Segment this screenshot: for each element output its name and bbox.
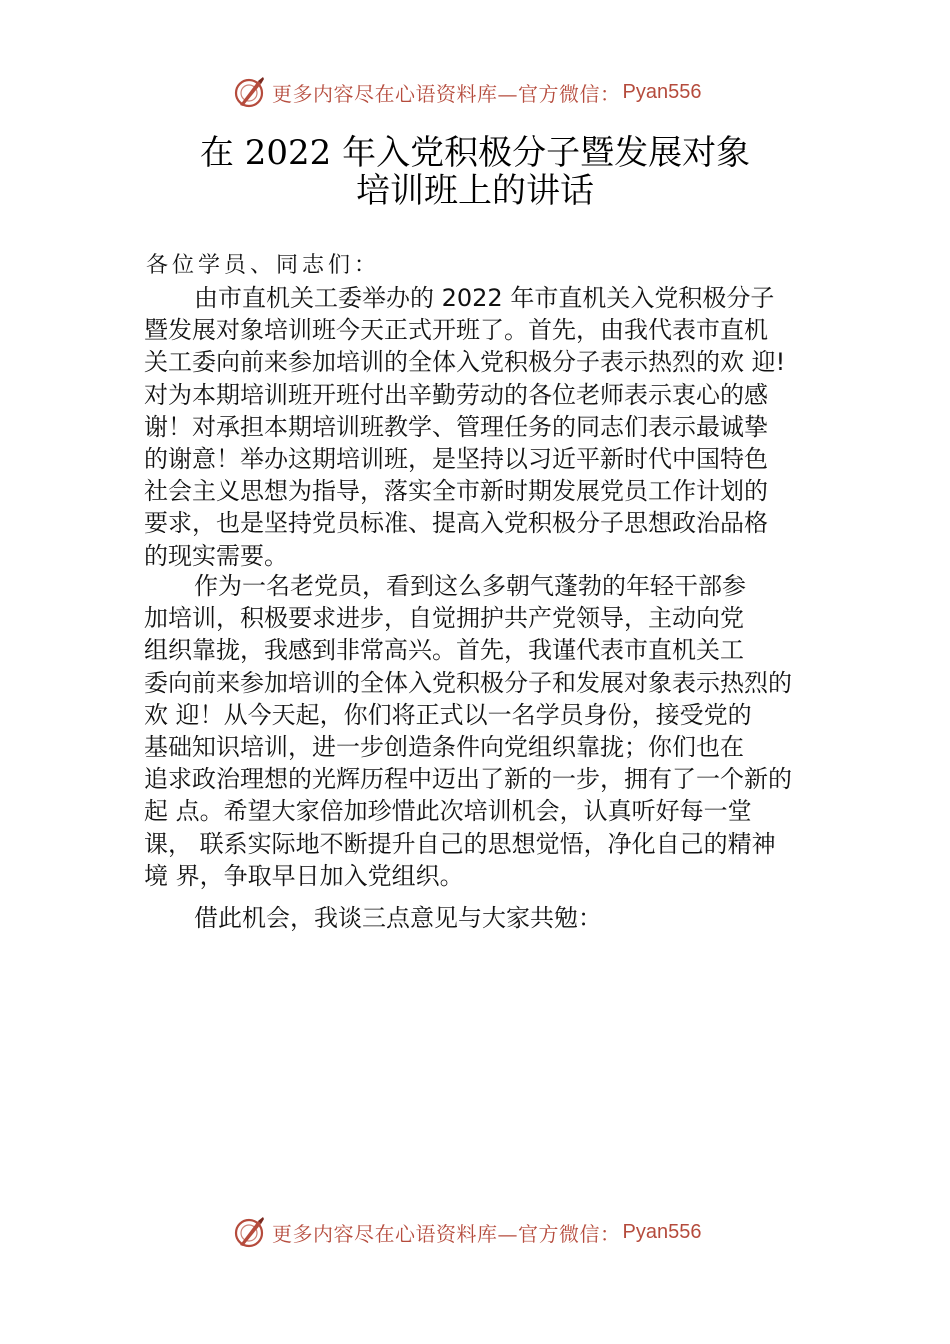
paragraph-line: 起 点。希望大家倍加珍惜此次培训机会，认真听好每一堂 [144, 797, 752, 826]
banner-text: 更多内容尽在心语资料库—官方微信： [272, 1221, 621, 1246]
paragraph-line: 组织靠拢，我感到非常高兴。首先，我谨代表市直机关工 [144, 636, 744, 665]
banner-wechat-id: Pyan556 [622, 80, 702, 103]
paragraph-line: 要求，也是坚持党员标准、提高入党积极分子思想政治品格 [144, 509, 768, 538]
banner-wechat-id: Pyan556 [622, 1220, 702, 1243]
paragraph-line: 课， 联系实际地不断提升自己的思想觉悟，净化自己的精神 [144, 829, 776, 858]
document-title [0, 134, 950, 210]
title-line-1: 在 2022 年入党积极分子暨发展对象 [199, 133, 751, 173]
paragraph-line: 委向前来参加培训的全体入党积极分子和发展对象表示热烈的 [144, 668, 792, 697]
pen-logo-icon [232, 1215, 266, 1249]
paragraph-line: 加培训，积极要求进步，自觉拥护共产党领导，主动向党 [144, 604, 744, 633]
paragraph-line: 关工委向前来参加培训的全体入党积极分子表示热烈的欢 迎! [144, 348, 786, 377]
paragraph-3 [144, 902, 812, 934]
paragraph-line: 作为一名老党员，看到这么多朝气蓬勃的年轻干部参 [194, 572, 746, 600]
header-banner [232, 74, 752, 110]
paragraph-line: 的谢意！举办这期培训班，是坚持以习近平新时代中国特色 [144, 444, 768, 473]
footer-banner [232, 1214, 752, 1250]
paragraph-line: 暨发展对象培训班今天正式开班了。首先，由我代表市直机 [144, 316, 768, 345]
paragraph-line: 基础知识培训，进一步创造条件向党组织靠拢；你们也在 [144, 732, 744, 761]
paragraph-line: 的现实需要。 [144, 541, 288, 570]
paragraph-2 [144, 570, 812, 892]
paragraph-line: 由市直机关工委举办的 2022 年市直机关入党积极分子 [194, 284, 775, 312]
paragraph-line: 社会主义思想为指导，落实全市新时期发展党员工作计划的 [144, 477, 768, 506]
paragraph-line: 追求政治理想的光辉历程中迈出了新的一步，拥有了一个新的 [144, 765, 792, 794]
paragraph-line: 谢！对承担本期培训班教学、管理任务的同志们表示最诚挚 [144, 412, 768, 441]
paragraph-line: 对为本期培训班开班付出辛勤劳动的各位老师表示衷心的感 [144, 380, 768, 409]
title-line-2: 培训班上的讲话 [356, 171, 594, 211]
banner-text: 更多内容尽在心语资料库—官方微信： [272, 81, 621, 106]
paragraph-line: 借此机会，我谈三点意见与大家共勉： [194, 904, 602, 932]
paragraph-line: 境 界，争取早日加入党组织。 [144, 861, 464, 890]
salutation: 各位学员、同志们： [146, 253, 381, 278]
paragraph-1 [144, 282, 812, 572]
pen-logo-icon [232, 75, 266, 109]
paragraph-line: 欢 迎！从今天起，你们将正式以一名学员身份，接受党的 [144, 700, 752, 729]
